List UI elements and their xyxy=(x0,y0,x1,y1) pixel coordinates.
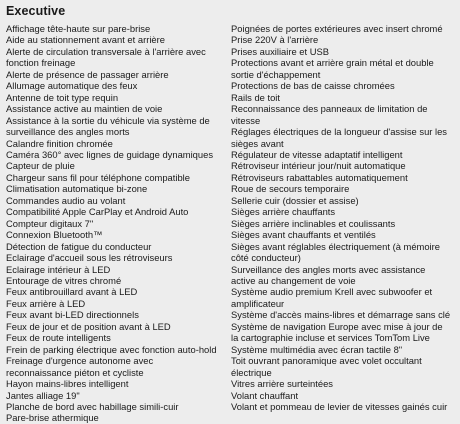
equipment-item: Eclairage intérieur à LED xyxy=(6,263,111,275)
equipment-item: Réglages électriques de la longueur d'assise sur les sièges avant xyxy=(231,126,447,149)
equipment-item: Chargeur sans fil pour téléphone compatible xyxy=(6,171,190,183)
equipment-item: Capteur de pluie xyxy=(6,160,75,172)
equipment-item: Rétroviseur intérieur jour/nuit automatique xyxy=(231,160,406,172)
equipment-item: Jantes alliage 19" xyxy=(6,389,80,401)
equipment-item: Roue de secours temporaire xyxy=(231,183,350,195)
equipment-item: Caméra 360° avec lignes de guidage dynamiques xyxy=(6,148,214,160)
equipment-item: Feux antibrouillard avant à LED xyxy=(6,286,138,298)
equipment-item: Volant chauffant xyxy=(231,389,299,401)
equipment-item: Système d'accès mains-libres et démarrage sans clé xyxy=(231,309,451,321)
equipment-item: Freinage d'urgence autonome avec reconnaissance piéton et cycliste xyxy=(6,355,154,378)
equipment-item: Antenne de toit type requin xyxy=(6,91,119,103)
equipment-item: Aide au stationnement avant et arrière xyxy=(6,34,165,46)
equipment-item: Système de navigation Europe avec mise à jour de la cartographie incluse et services TomTom Live xyxy=(231,320,443,344)
equipment-item: Toit ouvrant panoramique avec volet occultant électrique xyxy=(231,355,422,378)
equipment-item: Poignées de portes extérieures avec insert chromé xyxy=(231,23,443,34)
equipment-item: Affichage tête-haute sur pare-brise xyxy=(6,23,151,34)
equipment-item: Hayon mains-libres intelligent xyxy=(6,378,129,390)
equipment-item: Entourage de vitres chromé xyxy=(6,274,122,286)
equipment-item: Planche de bord avec habillage simili-cuir xyxy=(6,400,179,412)
equipment-item: Vitres arrière surteintées xyxy=(231,378,333,390)
equipment-item: Protections de bas de caisse chromées xyxy=(231,80,395,92)
equipment-item: Allumage automatique des feux xyxy=(6,80,138,92)
equipment-item: Prises auxiliaire et USB xyxy=(231,45,329,57)
equipment-item: Commandes audio au volant xyxy=(6,194,126,206)
equipment-item: Sellerie cuir (dossier et assise) xyxy=(231,194,359,206)
equipment-item: Feux de jour et de position avant à LED xyxy=(6,320,171,332)
equipment-item: Eclairage d'accueil sous les rétroviseurs xyxy=(6,252,173,264)
equipment-item: Alerte de présence de passager arrière xyxy=(6,68,169,80)
equipment-item: Rails de toit xyxy=(231,91,280,103)
equipment-item: Régulateur de vitesse adaptatif intelligent xyxy=(231,148,403,160)
equipment-item: Détection de fatigue du conducteur xyxy=(6,240,152,252)
equipment-item: Système multimédia avec écran tactile 8" xyxy=(231,343,403,355)
equipment-item: Sièges arrière chauffants xyxy=(231,206,336,218)
equipment-item: Compatibilité Apple CarPlay et Android Auto xyxy=(6,206,189,218)
equipment-item: Pare-brise athermique xyxy=(6,412,99,424)
equipment-item: Surveillance des angles morts avec assistance active au changement de voie xyxy=(231,263,426,286)
equipment-column-left xyxy=(6,23,227,424)
equipment-item: Frein de parking électrique avec fonction auto-hold xyxy=(6,343,217,355)
section-title: Executive xyxy=(6,4,66,18)
equipment-item: Feux de route intelligents xyxy=(6,332,111,344)
equipment-item: Système audio premium Krell avec subwoofer et amplificateur xyxy=(231,286,433,309)
equipment-item: Feux avant bi-LED directionnels xyxy=(6,309,139,321)
equipment-item: Calandre finition chromée xyxy=(6,137,113,149)
equipment-item: Connexion Bluetooth™ xyxy=(6,229,103,241)
equipment-item: Compteur digitaux 7" xyxy=(6,217,94,229)
equipment-item: Rétroviseurs rabattables automatiquement xyxy=(231,171,408,183)
equipment-item: Assistance active au maintien de voie xyxy=(6,103,163,115)
equipment-item: Sièges arrière inclinables et coulissants xyxy=(231,217,396,229)
equipment-item: Prise 220V à l'arrière xyxy=(231,34,319,46)
equipment-item: Sièges avant chauffants et ventilés xyxy=(231,229,376,241)
equipment-item: Volant et pommeau de levier de vitesses gainés cuir xyxy=(231,400,448,412)
equipment-item: Reconnaissance des panneaux de limitation de vitesse xyxy=(231,103,428,126)
equipment-item: Assistance à la sortie du véhicule via système de surveillance des angles morts xyxy=(6,114,210,138)
equipment-item: Protections avant et arrière grain métal et double sortie d'échappement xyxy=(231,57,434,80)
equipment-item: Climatisation automatique bi-zone xyxy=(6,183,148,195)
equipment-column-right xyxy=(231,23,454,424)
equipment-item: Alerte de circulation transversale à l'arrière avec fonction freinage xyxy=(6,45,206,69)
equipment-item: Sièges avant réglables électriquement (à mémoire côté conducteur) xyxy=(231,240,440,264)
equipment-item: Feux arrière à LED xyxy=(6,297,86,309)
equipment-columns xyxy=(6,23,454,424)
